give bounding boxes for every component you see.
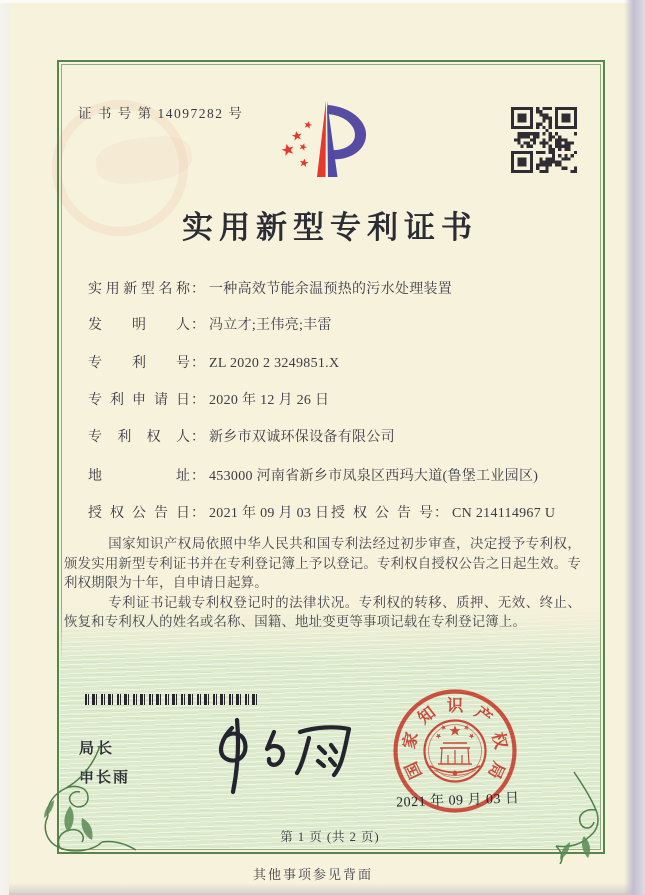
field-row-invention-name bbox=[88, 280, 452, 300]
scan-edge-left bbox=[0, 0, 9, 895]
field-row-grant-date bbox=[88, 504, 329, 524]
field-value: 冯立才;王伟亮;丰雷 bbox=[209, 318, 332, 333]
field-value: 2020 年 12 月 26 日 bbox=[209, 393, 330, 408]
field-value: 2021 年 09 月 03 日 bbox=[209, 506, 330, 521]
corner-flourish-right bbox=[546, 770, 612, 864]
label-colon: ： bbox=[191, 318, 205, 333]
field-row-filing-date bbox=[88, 391, 329, 411]
legal-paragraph-2: 专利证书记载专利权登记时的法律状况。专利权的转移、质押、无效、终止、恢复和专利权人的姓名或名称、国籍、地址变更等事项记载在专利登记簿上。 bbox=[64, 594, 581, 629]
label-colon: ： bbox=[191, 506, 205, 521]
seal-char: 局 bbox=[484, 758, 509, 782]
field-row-grant-number bbox=[331, 504, 555, 524]
field-value: 一种高效节能余温预热的污水处理装置 bbox=[209, 282, 453, 297]
field-row-inventors bbox=[88, 316, 332, 336]
seal-char: 国 bbox=[401, 758, 426, 782]
seal-char: 家 bbox=[399, 730, 422, 751]
seal-char: 知 bbox=[414, 702, 439, 728]
label-colon: ： bbox=[191, 469, 205, 484]
field-value: 新乡市双诚环保设备有限公司 bbox=[209, 430, 395, 445]
field-value: CN 214114967 U bbox=[452, 506, 556, 521]
scan-edge-bottom bbox=[0, 883, 645, 895]
label-colon: ： bbox=[191, 282, 205, 297]
field-label: 专利号 bbox=[88, 356, 190, 371]
legal-text-block bbox=[64, 534, 581, 632]
field-label: 授权公告号 bbox=[331, 506, 433, 521]
field-label: 发明人 bbox=[88, 318, 190, 333]
page-indicator: 第 1 页 (共 2 页) bbox=[280, 830, 380, 844]
scan-edge-right bbox=[624, 0, 645, 895]
field-row-patentee bbox=[88, 428, 395, 448]
field-label: 实用新型名称 bbox=[88, 282, 190, 297]
national-emblem-icon bbox=[425, 721, 486, 782]
commissioner-signature bbox=[192, 712, 360, 800]
seal-char: 识 bbox=[446, 695, 464, 715]
signer-name: 申长雨 bbox=[79, 769, 131, 786]
legal-paragraph-1: 国家知识产权局依照中华人民共和国专利法经过初步审查，决定授予专利权，颁发实用新型专利证书并在专利登记簿上予以登记。专利权自授权公告之日起生效。专利权期限为十年，自申请日起算。 bbox=[64, 536, 581, 590]
field-label: 地址 bbox=[88, 469, 190, 484]
seal-char: 权 bbox=[488, 730, 511, 751]
field-row-address bbox=[88, 467, 538, 487]
seal-char: 产 bbox=[471, 702, 496, 728]
certificate-title: 实用新型专利证书 bbox=[182, 210, 478, 245]
qr-code-icon bbox=[511, 107, 577, 173]
label-colon: ： bbox=[434, 506, 448, 521]
label-colon: ： bbox=[191, 430, 205, 445]
scan-edge-top bbox=[0, 0, 645, 3]
field-label: 专利申请日 bbox=[88, 393, 190, 408]
cnipa-logo-icon bbox=[281, 95, 401, 190]
signer-title: 局长 bbox=[79, 740, 116, 757]
field-value: 453000 河南省新乡市凤泉区西玛大道(鲁堡工业园区) bbox=[209, 469, 539, 484]
barcode-icon bbox=[85, 694, 257, 705]
footer-note: 其他事项参见背面 bbox=[252, 867, 373, 882]
field-row-patent-number bbox=[88, 354, 339, 374]
field-label: 授权公告日 bbox=[88, 506, 190, 521]
field-label: 专利权人 bbox=[88, 430, 190, 445]
label-colon: ： bbox=[191, 393, 205, 408]
seal-date: 2021 年 09 月 03 日 bbox=[395, 791, 520, 811]
label-colon: ： bbox=[191, 356, 205, 371]
certificate-number: 证 书 号 第 14097282 号 bbox=[78, 106, 244, 121]
field-value: ZL 2020 2 3249851.X bbox=[209, 356, 340, 371]
